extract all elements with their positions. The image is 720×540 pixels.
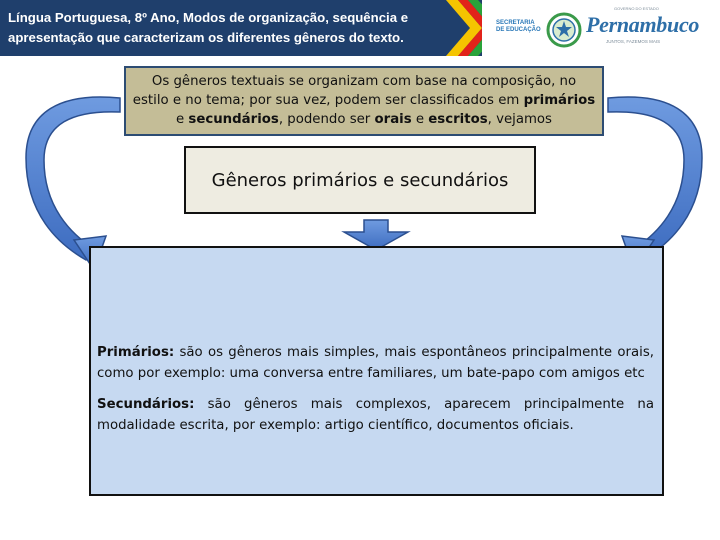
slide-header-title: Língua Portuguesa, 8º Ano, Modos de organização, sequência e apresentação que caracterizam os diferentes gêneros do texto.	[8, 10, 409, 45]
state-logo-name: Pernambuco	[586, 12, 700, 37]
intro-text-box	[124, 66, 604, 136]
intro-text-part: e	[175, 112, 189, 127]
state-seal-icon	[546, 12, 582, 48]
state-logo-tagline: JUNTOS, FAZEMOS MAIS	[606, 39, 661, 44]
state-government-label: GOVERNO DO ESTADO	[614, 6, 659, 11]
intro-text-part: e	[411, 112, 429, 127]
section-title-box	[184, 146, 536, 214]
intro-term-primarios: primários	[523, 93, 596, 108]
intro-text-part: Os gêneros textuais se organizam com base na composição, no estilo e no tema; por sua vez, podem ser classificados em	[132, 74, 577, 108]
term-secundarios: Secundários:	[97, 397, 195, 412]
definition-secundarios	[97, 394, 654, 436]
definition-primarios	[97, 342, 654, 384]
section-title: Gêneros primários e secundários	[211, 169, 509, 191]
secretaria-logo-text: SECRETARIA DE EDUCAÇÃO	[496, 20, 541, 33]
header-bar	[0, 0, 720, 56]
intro-text-part: , podendo ser	[278, 112, 375, 127]
intro-term-secundarios: secundários	[188, 112, 279, 127]
intro-text-part: , vejamos	[487, 112, 552, 127]
right-curved-arrow-icon	[608, 97, 702, 270]
term-primarios: Primários:	[97, 345, 175, 360]
left-curved-arrow-icon	[26, 97, 120, 270]
definitions-box	[89, 246, 664, 496]
intro-term-escritos: escritos	[428, 112, 488, 127]
definition-text-primarios: são os gêneros mais simples, mais espontâneos principalmente orais, como por exemplo: uma conversa entre familiares, um bate-papo com amigos etc	[97, 345, 654, 381]
intro-term-orais: orais	[374, 112, 412, 127]
definition-text-secundarios: são gêneros mais complexos, aparecem principalmente na modalidade escrita, por exemplo: artigo científico, documentos oficiais.	[97, 397, 654, 433]
